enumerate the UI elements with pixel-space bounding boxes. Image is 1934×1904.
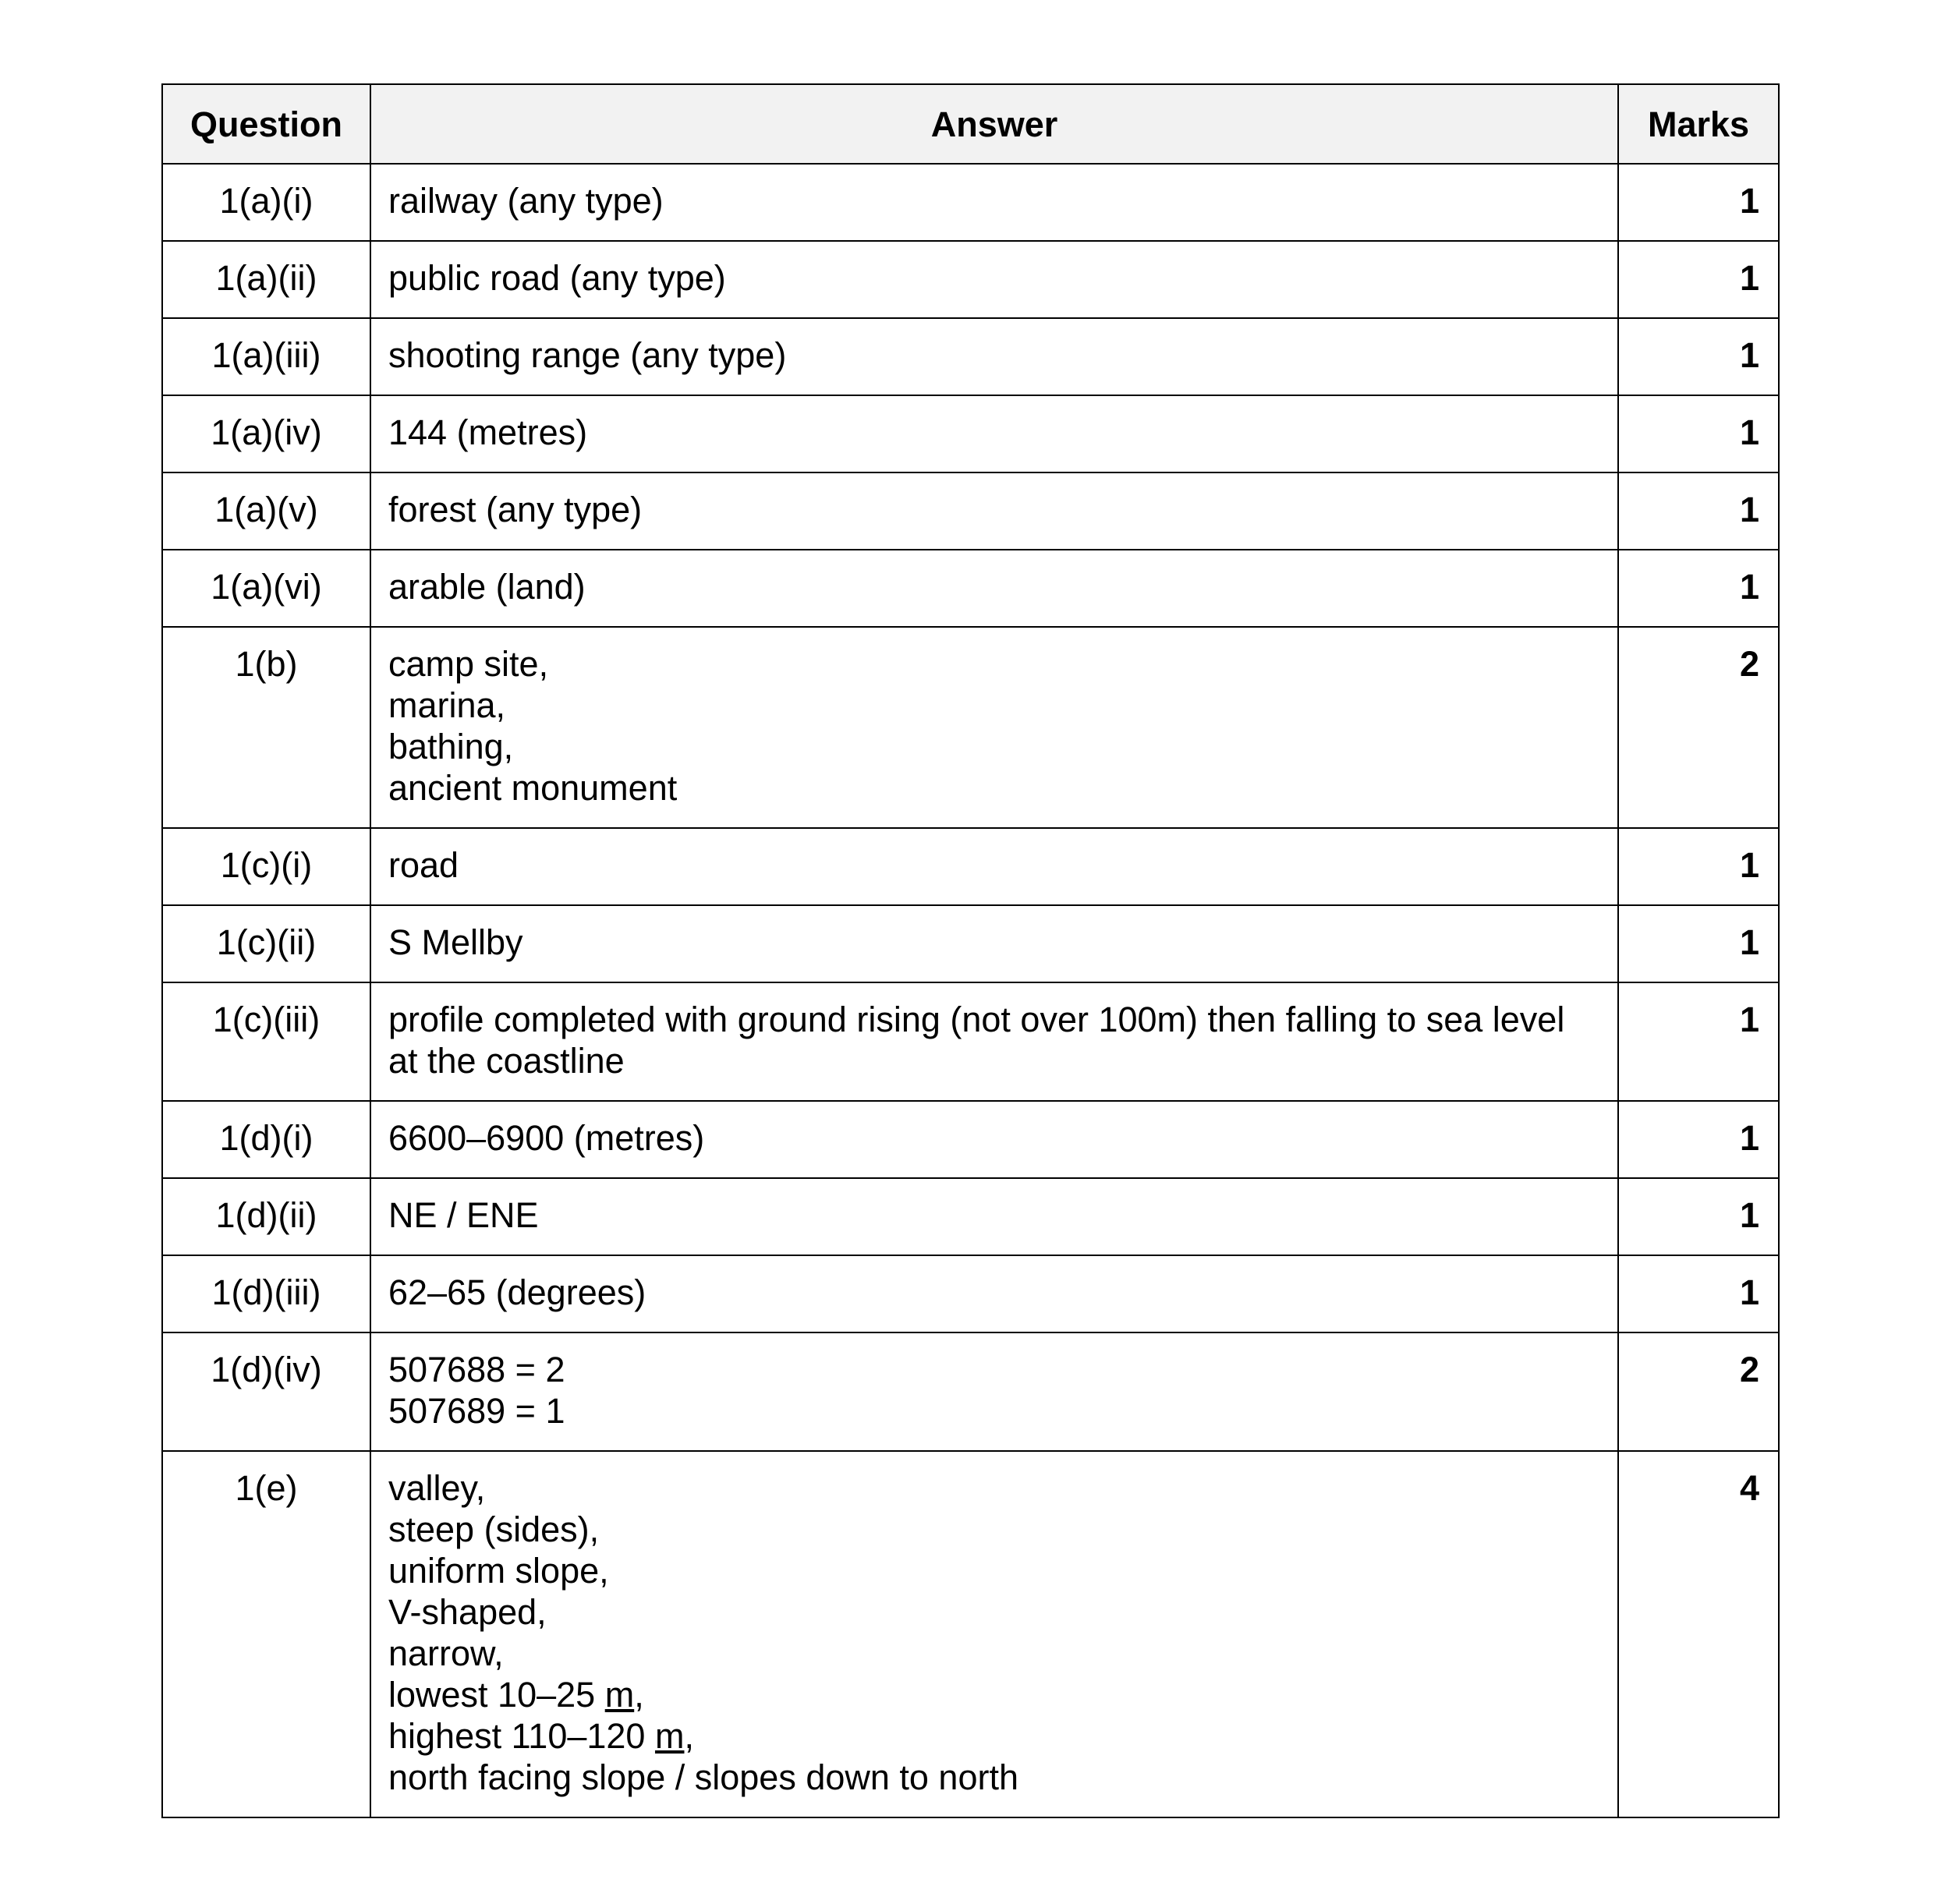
answer-cell	[370, 982, 1618, 1101]
question-number: 1(e)	[162, 1451, 370, 1817]
answer-line: valley,	[388, 1468, 486, 1508]
answer-text: highest 110–120	[388, 1716, 655, 1756]
answer-cell	[370, 905, 1618, 982]
answer-cell	[370, 395, 1618, 472]
question-number: 1(a)(ii)	[162, 241, 370, 318]
table-header	[162, 84, 1779, 164]
answer-line: 62–65 (degrees)	[388, 1272, 646, 1312]
marks-value: 1	[1618, 905, 1779, 982]
marks-value: 1	[1618, 1101, 1779, 1178]
answer-cell	[370, 1255, 1618, 1332]
answer-cell	[370, 164, 1618, 241]
marks-value: 1	[1618, 395, 1779, 472]
marks-value: 1	[1618, 164, 1779, 241]
answer-line: at the coastline	[388, 1041, 625, 1081]
answer-line: forest (any type)	[388, 490, 643, 529]
answer-line: 144 (metres)	[388, 412, 588, 452]
answer-cell	[370, 1101, 1618, 1178]
question-number: 1(a)(iii)	[162, 318, 370, 395]
answer-cell	[370, 1178, 1618, 1255]
question-column-header: Question	[162, 84, 370, 164]
answer-line	[388, 1674, 1600, 1715]
table-row	[162, 241, 1779, 318]
underlined-unit: m	[654, 1716, 685, 1756]
marks-value: 1	[1618, 1178, 1779, 1255]
question-number: 1(c)(i)	[162, 828, 370, 905]
table-row	[162, 1178, 1779, 1255]
answer-line: public road (any type)	[388, 258, 726, 298]
marks-value: 4	[1618, 1451, 1779, 1817]
answer-line: arable (land)	[388, 567, 586, 607]
answer-line: bathing,	[388, 727, 514, 766]
answer-cell	[370, 828, 1618, 905]
table-row	[162, 472, 1779, 550]
answer-line: S Mellby	[388, 922, 523, 962]
table-row	[162, 905, 1779, 982]
marks-value: 1	[1618, 982, 1779, 1101]
marks-value: 1	[1618, 828, 1779, 905]
answer-cell	[370, 1332, 1618, 1451]
marks-value: 2	[1618, 627, 1779, 828]
answer-cell	[370, 627, 1618, 828]
table-row	[162, 318, 1779, 395]
table-row	[162, 1101, 1779, 1178]
question-number: 1(a)(iv)	[162, 395, 370, 472]
answer-line: NE / ENE	[388, 1195, 539, 1235]
question-number: 1(a)(vi)	[162, 550, 370, 627]
underlined-unit: m	[604, 1675, 635, 1715]
question-number: 1(b)	[162, 627, 370, 828]
marks-value: 1	[1618, 472, 1779, 550]
marks-value: 2	[1618, 1332, 1779, 1451]
table-row	[162, 828, 1779, 905]
answer-line: shooting range (any type)	[388, 335, 787, 375]
answer-line: railway (any type)	[388, 181, 664, 221]
table-row	[162, 1451, 1779, 1817]
marks-value: 1	[1618, 1255, 1779, 1332]
answer-cell	[370, 318, 1618, 395]
answer-text: ,	[684, 1716, 694, 1756]
answer-cell	[370, 472, 1618, 550]
answer-line	[388, 1715, 1600, 1757]
table-body	[162, 164, 1779, 1817]
marks-column-header: Marks	[1618, 84, 1779, 164]
question-number: 1(c)(ii)	[162, 905, 370, 982]
answer-line: north facing slope / slopes down to north	[388, 1757, 1019, 1797]
answer-line: profile completed with ground rising (not over 100m) then falling to sea level	[388, 1000, 1565, 1039]
answer-line: 507688 = 2	[388, 1350, 565, 1389]
marks-value: 1	[1618, 318, 1779, 395]
answer-line: narrow,	[388, 1633, 504, 1673]
table-row	[162, 550, 1779, 627]
marks-value: 1	[1618, 241, 1779, 318]
answer-column-header: Answer	[370, 84, 1618, 164]
question-number: 1(d)(iv)	[162, 1332, 370, 1451]
answer-cell	[370, 1451, 1618, 1817]
answer-line: V-shaped,	[388, 1592, 547, 1632]
answer-line: uniform slope,	[388, 1551, 609, 1591]
answer-line: steep (sides),	[388, 1509, 600, 1549]
question-number: 1(d)(iii)	[162, 1255, 370, 1332]
answer-line: 6600–6900 (metres)	[388, 1118, 705, 1158]
table-row	[162, 395, 1779, 472]
question-number: 1(c)(iii)	[162, 982, 370, 1101]
answer-line: marina,	[388, 685, 506, 725]
header-row	[162, 84, 1779, 164]
answer-cell	[370, 550, 1618, 627]
answer-text: lowest 10–25	[388, 1675, 605, 1715]
answer-line: 507689 = 1	[388, 1391, 565, 1431]
table-row	[162, 982, 1779, 1101]
table-row	[162, 1332, 1779, 1451]
table-row	[162, 164, 1779, 241]
question-number: 1(d)(i)	[162, 1101, 370, 1178]
answer-line: ancient monument	[388, 768, 678, 808]
answer-line: road	[388, 845, 459, 885]
answer-cell	[370, 241, 1618, 318]
table-row	[162, 627, 1779, 828]
answer-line: camp site,	[388, 644, 549, 684]
question-number: 1(d)(ii)	[162, 1178, 370, 1255]
table-row	[162, 1255, 1779, 1332]
marks-value: 1	[1618, 550, 1779, 627]
mark-scheme-table	[161, 83, 1780, 1818]
question-number: 1(a)(i)	[162, 164, 370, 241]
question-number: 1(a)(v)	[162, 472, 370, 550]
answer-text: ,	[634, 1675, 644, 1715]
